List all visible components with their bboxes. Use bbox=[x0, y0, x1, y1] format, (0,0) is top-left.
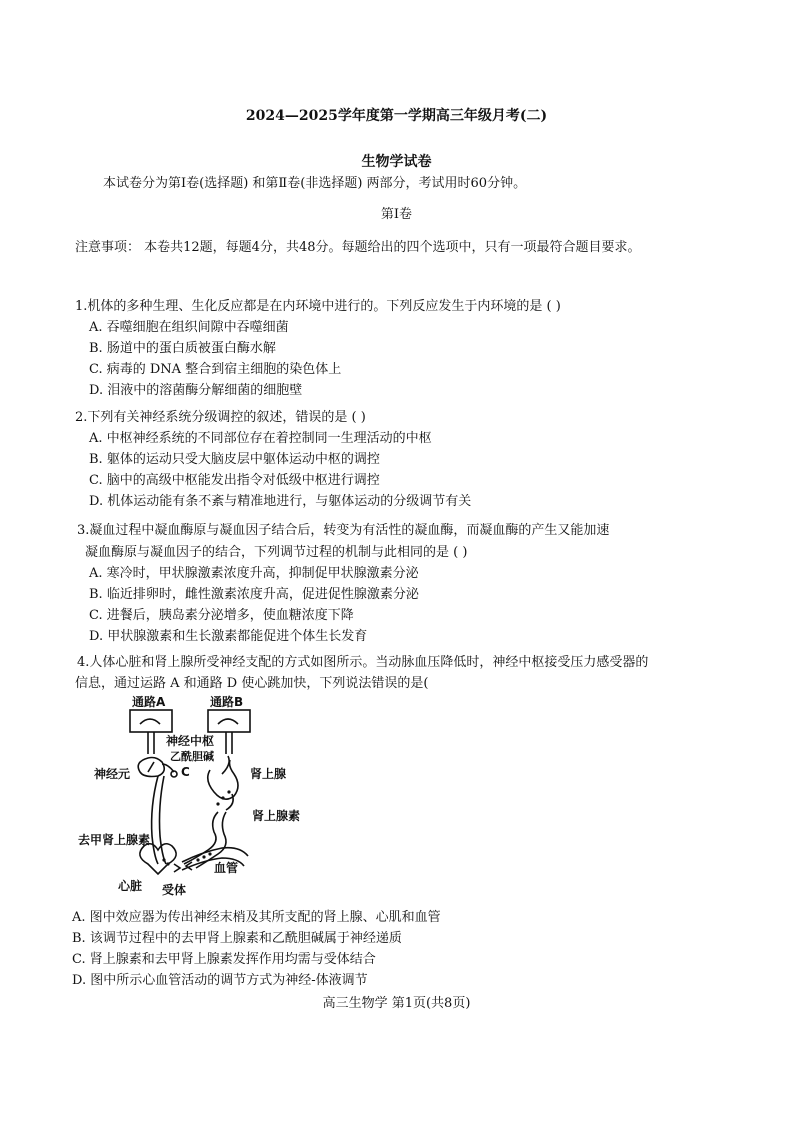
question-1-option-a: A. 吞噬细胞在组织间隙中吞噬细菌 bbox=[89, 320, 289, 335]
label-receptor: 受体 bbox=[162, 883, 187, 897]
question-1-stem: 1.机体的多种生理、生化反应都是在内环境中进行的。下列反应发生于内环境的是 ( ) bbox=[75, 299, 561, 314]
question-3-stem-line2: 凝血酶原与凝血因子的结合，下列调节过程的机制与此相同的是 ( ) bbox=[85, 545, 468, 560]
question-4-option-a: A. 图中效应器为传出神经末梢及其所支配的肾上腺、心肌和血管 bbox=[72, 910, 441, 925]
question-3-option-d: D. 甲状腺激素和生长激素都能促进个体生长发育 bbox=[89, 629, 368, 644]
exam-title: 2024—2025学年度第一学期高三年级月考(二) bbox=[245, 108, 548, 124]
question-2-option-c: C. 脑中的高级中枢能发出指令对低级中枢进行调控 bbox=[89, 473, 380, 488]
question-2-option-a: A. 中枢神经系统的不同部位存在着控制同一生理活动的中枢 bbox=[89, 431, 432, 446]
label-ach: 乙酰胆碱 bbox=[170, 750, 214, 763]
question-4-stem-line2: 信息，通过运路 A 和通路 D 使心跳加快，下列说法错误的是( bbox=[75, 676, 429, 691]
question-2-stem: 2.下列有关神经系统分级调控的叙述，错误的是 ( ) bbox=[75, 410, 366, 425]
question-3-option-b: B. 临近排卵时，雌性激素浓度升高，促进促性腺激素分泌 bbox=[89, 587, 419, 602]
label-path-b: 通路B bbox=[210, 695, 244, 709]
question-2-option-b: B. 躯体的运动只受大脑皮层中躯体运动中枢的调控 bbox=[89, 452, 380, 467]
label-heart: 心脏 bbox=[118, 879, 143, 893]
question-3-option-a: A. 寒冷时，甲状腺激素浓度升高，抑制促甲状腺激素分泌 bbox=[89, 566, 419, 581]
label-vessel: 血管 bbox=[214, 861, 239, 875]
label-c: C bbox=[181, 765, 190, 779]
question-1-option-b: B. 肠道中的蛋白质被蛋白酶水解 bbox=[89, 341, 276, 356]
exam-intro: 本试卷分为第Ⅰ卷(选择题) 和第Ⅱ卷(非选择题) 两部分，考试用时60分钟。 bbox=[103, 176, 527, 191]
section-heading: 第Ⅰ卷 bbox=[380, 207, 413, 222]
page-footer: 高三生物学 第1页(共8页) bbox=[322, 996, 471, 1011]
adrenal-shape bbox=[208, 760, 238, 799]
path-a-box bbox=[130, 710, 172, 732]
heart-shape bbox=[140, 844, 176, 874]
notice-text: 注意事项： 本卷共12题，每题4分，共48分。每题给出的四个选项中，只有一项最符合题目要求。 bbox=[75, 240, 641, 255]
question-3-stem: 3.凝血过程中凝血酶原与凝血因子结合后，转变为有活性的凝血酶，而凝血酶的产生又能加速 bbox=[77, 523, 610, 538]
question-4-stem: 4.人体心脏和肾上腺所受神经支配的方式如图所示。当动脉血压降低时，神经中枢接受压力感受器的 bbox=[77, 655, 649, 670]
label-path-a: 通路A bbox=[132, 695, 166, 709]
question-3-option-c: C. 进餐后，胰岛素分泌增多，使血糖浓度下降 bbox=[89, 608, 354, 623]
question-1-option-d: D. 泪液中的溶菌酶分解细菌的细胞壁 bbox=[89, 383, 303, 398]
label-noradrenaline: 去甲肾上腺素 bbox=[78, 833, 151, 847]
label-center: 神经中枢 bbox=[166, 734, 215, 748]
question-4-option-b: B. 该调节过程中的去甲肾上腺素和乙酰胆碱属于神经递质 bbox=[72, 931, 402, 946]
path-b-box bbox=[208, 710, 250, 732]
label-adrenal: 肾上腺 bbox=[250, 767, 287, 781]
question-1-option-c: C. 病毒的 DNA 整合到宿主细胞的染色体上 bbox=[89, 362, 342, 377]
exam-subtitle: 生物学试卷 bbox=[361, 154, 432, 170]
question-4-option-d: D. 图中所示心血管活动的调节方式为神经-体液调节 bbox=[72, 973, 368, 988]
question-4-option-c: C. 肾上腺素和去甲肾上腺素发挥作用均需与受体结合 bbox=[72, 952, 376, 967]
nerve-adrenal-diagram bbox=[78, 694, 318, 900]
label-adrenaline: 肾上腺素 bbox=[252, 809, 301, 823]
label-neuron: 神经元 bbox=[94, 767, 131, 781]
question-2-option-d: D. 机体运动能有条不紊与精准地进行，与躯体运动的分级调节有关 bbox=[89, 494, 472, 509]
